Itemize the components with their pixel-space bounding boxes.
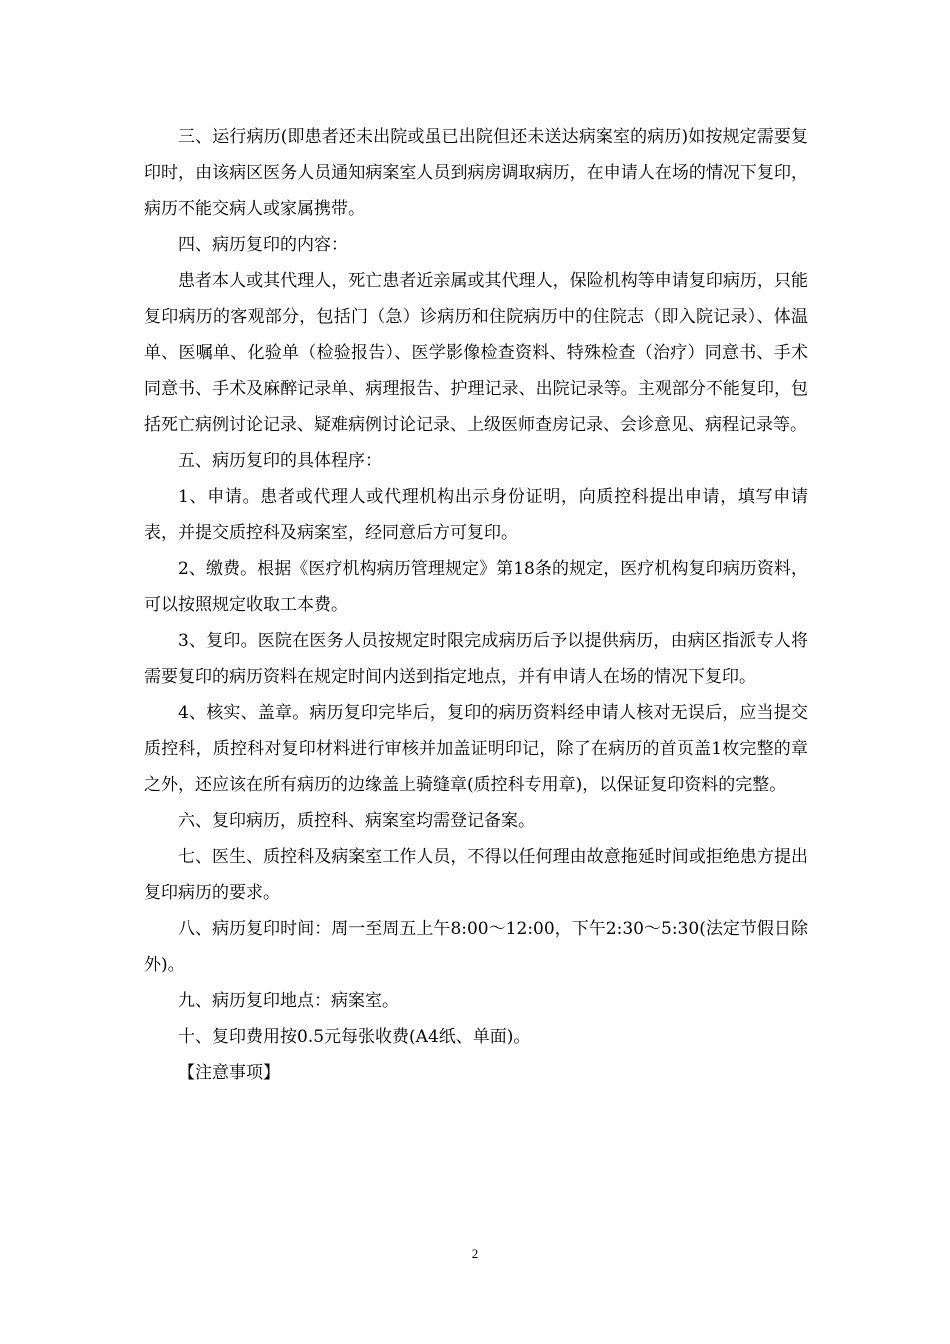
step-2-payment: 2、缴费。根据《医疗机构病历管理规定》第18条的规定，医疗机构复印病历资料，可以按照规定收取工本费。 [144, 559, 808, 615]
step-3-copy: 3、复印。医院在医务人员按规定时限完成病历后予以提供病历，由病区指派专人将需要复印的病历资料在规定时间内送到指定地点，并有申请人在场的情况下复印。 [144, 631, 808, 687]
step-1-apply: 1、申请。患者或代理人或代理机构出示身份证明，向质控科提出申请，填写申请表，并提交质控科及病案室，经同意后方可复印。 [144, 487, 808, 543]
paragraph-copy-content: 患者本人或其代理人，死亡患者近亲属或其代理人，保险机构等申请复印病历，只能复印病历的客观部分，包括门（急）诊病历和住院病历中的住院志（即入院记录）、体温单、医嘱单、化验单（检验报告）、医学影像检查资料、特殊检查（治疗）同意书、手术同意书、手术及麻醉记录单、病理报告、护理记录、出院记录等。主观部分不能复印，包括死亡病例讨论记录、疑难病例讨论记录、上级医师查房记录、会诊意见、病程记录等。 [144, 271, 808, 435]
heading-5-procedure: 五、病历复印的具体程序： [178, 451, 382, 471]
step-4-verify-stamp: 4、核实、盖章。病历复印完毕后，复印的病历资料经申请人核对无误后，应当提交质控科，质控科对复印材料进行审核并加盖证明印记，除了在病历的首页盖1枚完整的章之外，还应该在所有病历的边缘盖上骑缝章(质控科专用章)，以保证复印资料的完整。 [144, 703, 808, 795]
document-body [144, 119, 808, 1091]
paragraph-10-fee: 十、复印费用按0.5元每张收费(A4纸、单面)。 [178, 1027, 531, 1047]
heading-4-copy-content: 四、病历复印的内容： [178, 235, 348, 255]
page-number: 2 [471, 1246, 479, 1261]
paragraph-3: 三、运行病历(即患者还未出院或虽已出院但还未送达病案室的病历)如按规定需要复印时，由该病区医务人员通知病案室人员到病房调取病历，在申请人在场的情况下复印，病历不能交病人或家属携带。 [144, 127, 808, 219]
paragraph-6-record: 六、复印病历，质控科、病案室均需登记备案。 [178, 811, 535, 831]
notes-heading: 【注意事项】 [178, 1063, 280, 1083]
paragraph-9-location: 九、病历复印地点：病案室。 [178, 991, 399, 1011]
paragraph-7-no-delay: 七、医生、质控科及病案室工作人员，不得以任何理由故意拖延时间或拒绝患方提出复印病历的要求。 [144, 847, 808, 903]
paragraph-8-hours: 八、病历复印时间：周一至周五上午8:00～12:00，下午2:30～5:30(法定节假日除外)。 [144, 919, 808, 975]
